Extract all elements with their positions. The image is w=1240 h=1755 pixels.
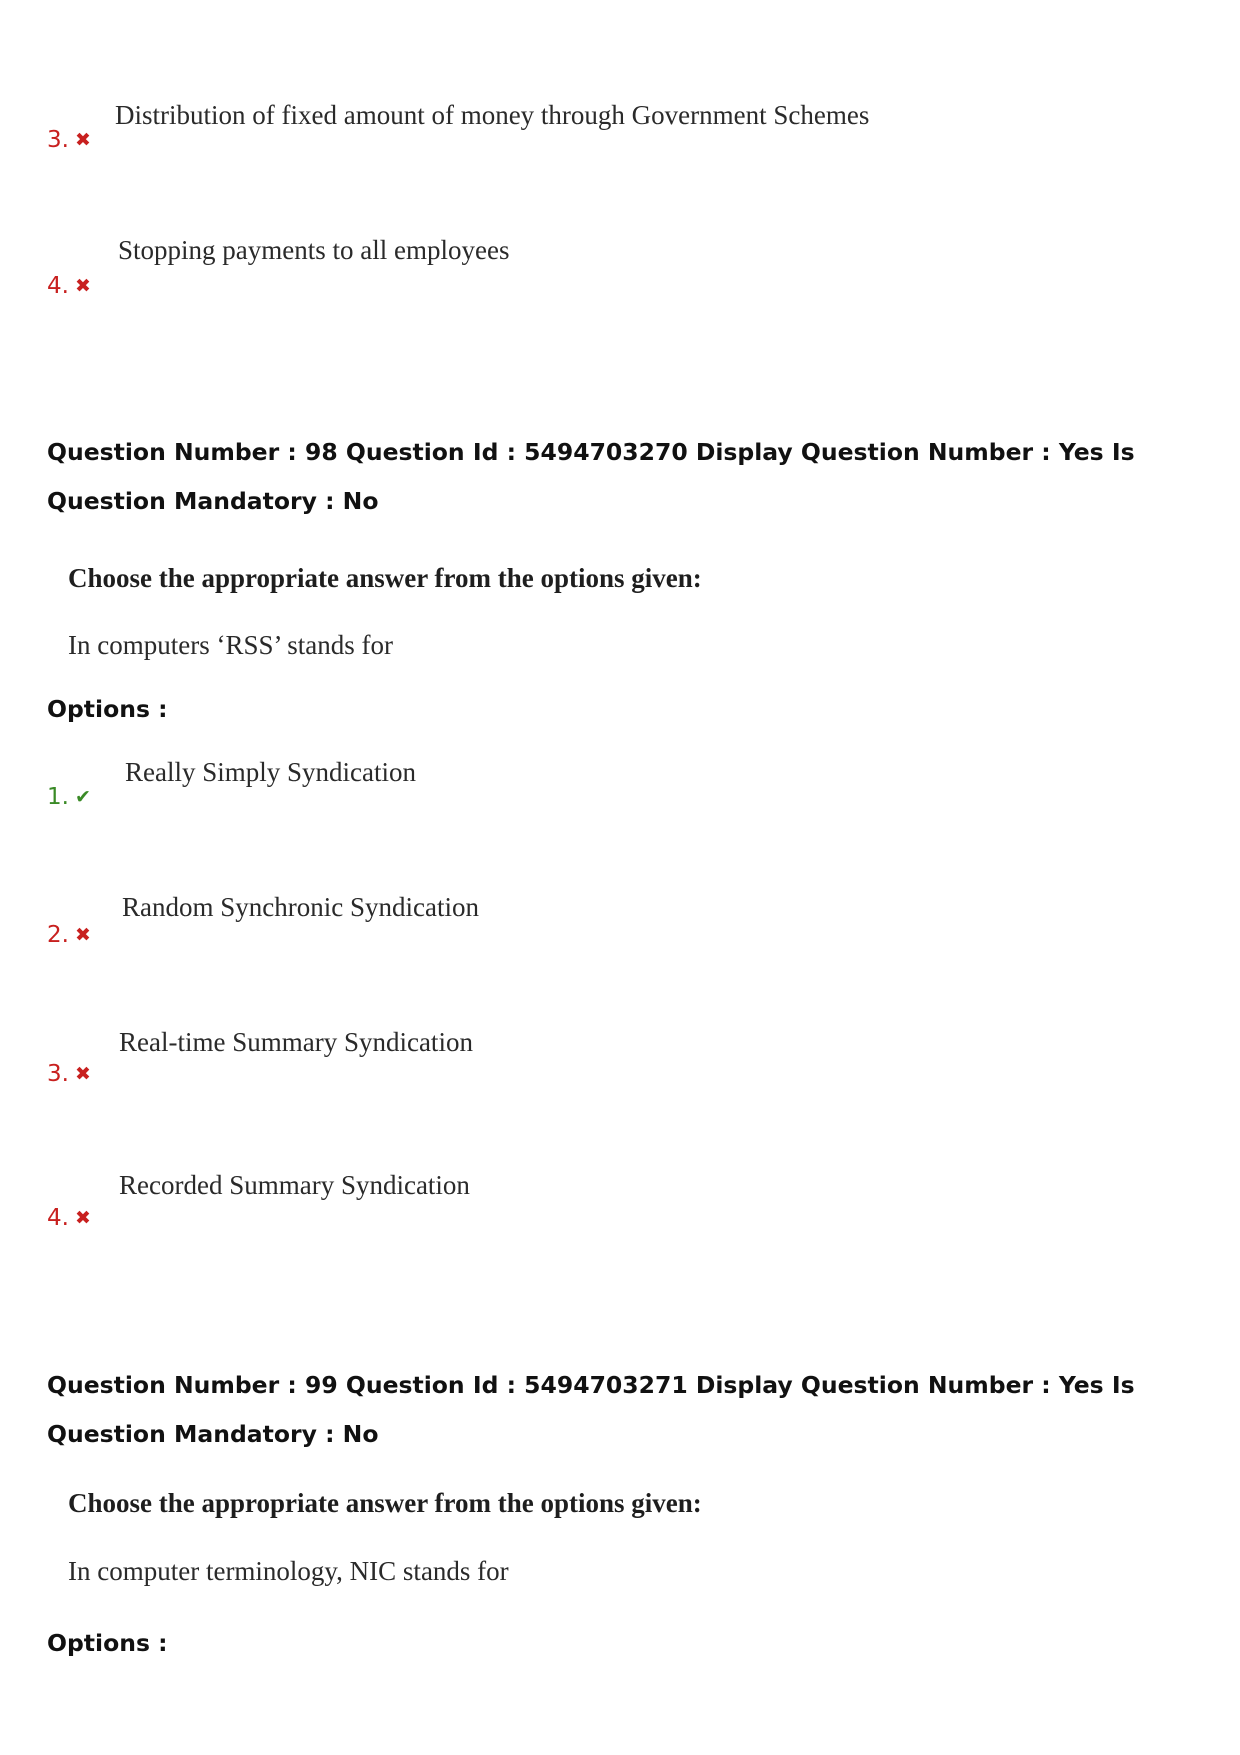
option-text: Stopping payments to all employees bbox=[118, 235, 510, 265]
options-label: Options : bbox=[47, 695, 168, 723]
option-text: Random Synchronic Syndication bbox=[122, 892, 479, 922]
question-header: Question Number : 98 Question Id : 5494703270 Display Question Number : Yes Is Question Mandatory : No bbox=[47, 438, 1135, 515]
option-text: Really Simply Syndication bbox=[125, 757, 416, 787]
option-marker: 2. ✖ bbox=[47, 922, 91, 948]
option-text: Recorded Summary Syndication bbox=[119, 1170, 470, 1200]
option-marker: 3. ✖ bbox=[47, 127, 91, 153]
cross-icon: ✖ bbox=[74, 924, 91, 946]
question-instruction: Choose the appropriate answer from the options given: bbox=[68, 563, 702, 593]
options-label: Options : bbox=[47, 1629, 168, 1657]
option-marker: 4. ✖ bbox=[47, 1205, 91, 1231]
option-marker: 3. ✖ bbox=[47, 1061, 91, 1087]
cross-icon: ✖ bbox=[74, 129, 91, 151]
cross-icon: ✖ bbox=[74, 1207, 91, 1229]
option-marker: 1. ✔ bbox=[47, 784, 91, 810]
question-text: In computer terminology, NIC stands for bbox=[68, 1556, 509, 1586]
check-icon: ✔ bbox=[74, 786, 91, 808]
cross-icon: ✖ bbox=[74, 1063, 91, 1085]
question-header: Question Number : 99 Question Id : 5494703271 Display Question Number : Yes Is Question Mandatory : No bbox=[47, 1371, 1135, 1448]
cross-icon: ✖ bbox=[74, 275, 91, 297]
question-instruction: Choose the appropriate answer from the options given: bbox=[68, 1488, 702, 1518]
option-text: Distribution of fixed amount of money through Government Schemes bbox=[115, 100, 870, 130]
question-text: In computers ‘RSS’ stands for bbox=[68, 630, 393, 660]
option-marker: 4. ✖ bbox=[47, 273, 91, 299]
option-text: Real-time Summary Syndication bbox=[119, 1027, 473, 1057]
